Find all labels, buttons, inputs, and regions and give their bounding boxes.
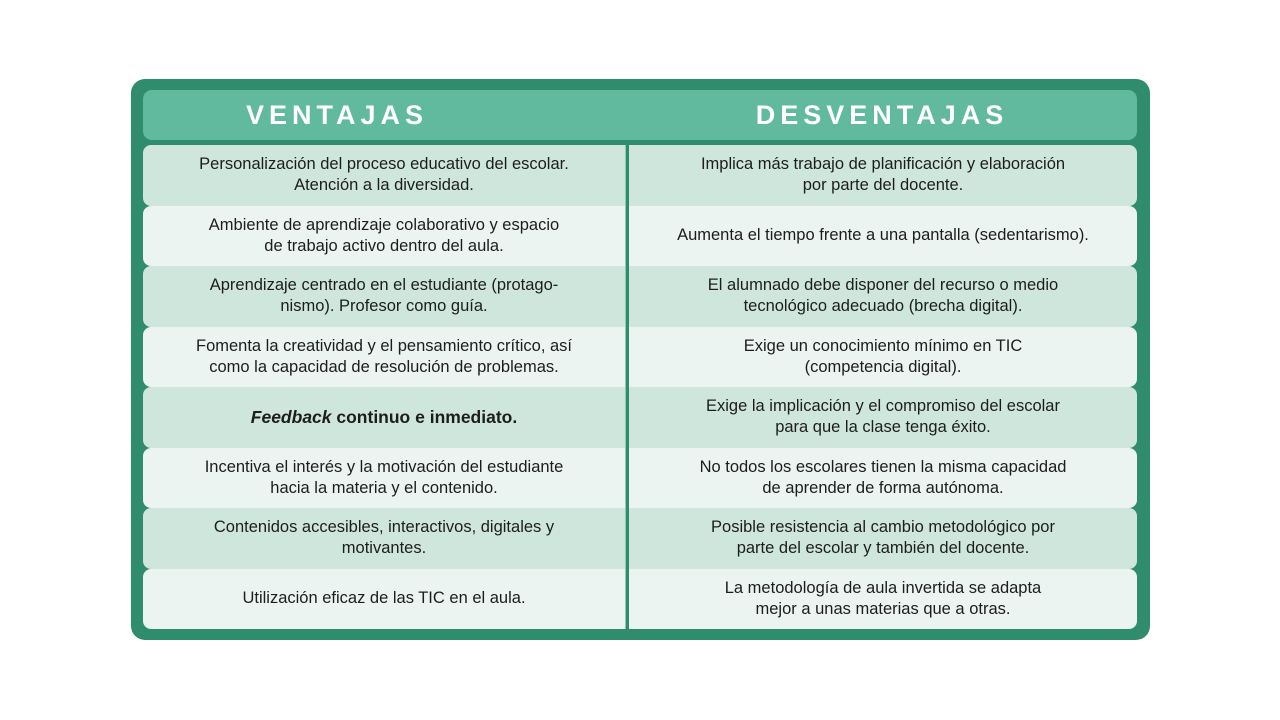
table-row <box>143 206 1137 267</box>
desventaja-cell <box>629 327 1137 388</box>
table-body <box>143 145 1137 629</box>
feedback-italic-term: Feedback <box>250 406 332 427</box>
desventaja-text: No todos los escolares tienen la misma capacidad de aprender de forma autónoma. <box>699 457 1067 497</box>
ventaja-cell <box>143 569 625 630</box>
ventaja-text: Personalización del proceso educativo del escolar. Atención a la diversidad. <box>199 155 569 195</box>
comparison-table <box>131 79 1150 640</box>
desventaja-cell <box>629 266 1137 327</box>
desventaja-text: Posible resistencia al cambio metodológico por parte del escolar y también del docente. <box>711 518 1055 558</box>
desventaja-text: Aumenta el tiempo frente a una pantalla (sedentarismo). <box>677 226 1089 245</box>
ventaja-text: Aprendizaje centrado en el estudiante (protago- nismo). Profesor como guía. <box>209 276 559 316</box>
table-row <box>143 508 1137 569</box>
table-row <box>143 387 1137 448</box>
ventaja-text: Contenidos accesibles, interactivos, digitales y motivantes. <box>213 518 555 558</box>
ventaja-text: Ambiente de aprendizaje colaborativo y espacio de trabajo activo dentro del aula. <box>208 215 560 255</box>
ventaja-cell <box>143 387 625 448</box>
desventaja-text: El alumnado debe disponer del recurso o medio tecnológico adecuado (brecha digital). <box>707 276 1059 316</box>
ventaja-text: Fomenta la creatividad y el pensamiento crítico, así como la capacidad de resolución de problemas. <box>195 336 572 376</box>
ventaja-text: Feedback continuo e inmediato. <box>250 406 518 427</box>
table-row <box>143 266 1137 327</box>
table-row <box>143 145 1137 206</box>
desventaja-text: La metodología de aula invertida se adapta mejor a unas materias que a otras. <box>724 578 1042 618</box>
desventaja-text: Implica más trabajo de planificación y elaboración por parte del docente. <box>700 155 1066 195</box>
ventaja-cell <box>143 206 625 267</box>
column-divider <box>625 145 629 629</box>
desventaja-text: Exige un conocimiento mínimo en TIC (competencia digital). <box>743 336 1023 376</box>
ventaja-cell <box>143 266 625 327</box>
desventaja-text: Exige la implicación y el compromiso del escolar para que la clase tenga éxito. <box>706 397 1060 437</box>
desventajas-title: DESVENTAJAS <box>755 99 1009 130</box>
desventaja-cell <box>629 387 1137 448</box>
table-row <box>143 327 1137 388</box>
ventaja-cell <box>143 508 625 569</box>
ventaja-text: Utilización eficaz de las TIC en el aula. <box>242 589 526 608</box>
ventaja-cell <box>143 145 625 206</box>
table-row <box>143 569 1137 630</box>
header-cell-desventajas <box>627 90 1137 140</box>
table-row <box>143 448 1137 509</box>
desventaja-cell <box>629 569 1137 630</box>
ventajas-title: VENTAJAS <box>245 99 429 130</box>
header-cell-ventajas <box>143 90 627 140</box>
ventaja-cell <box>143 327 625 388</box>
desventaja-cell <box>629 508 1137 569</box>
desventaja-cell <box>629 206 1137 267</box>
table-header <box>143 90 1137 140</box>
ventaja-cell <box>143 448 625 509</box>
ventaja-text: Incentiva el interés y la motivación del estudiante hacia la materia y el contenido. <box>204 457 564 497</box>
desventaja-cell <box>629 145 1137 206</box>
desventaja-cell <box>629 448 1137 509</box>
